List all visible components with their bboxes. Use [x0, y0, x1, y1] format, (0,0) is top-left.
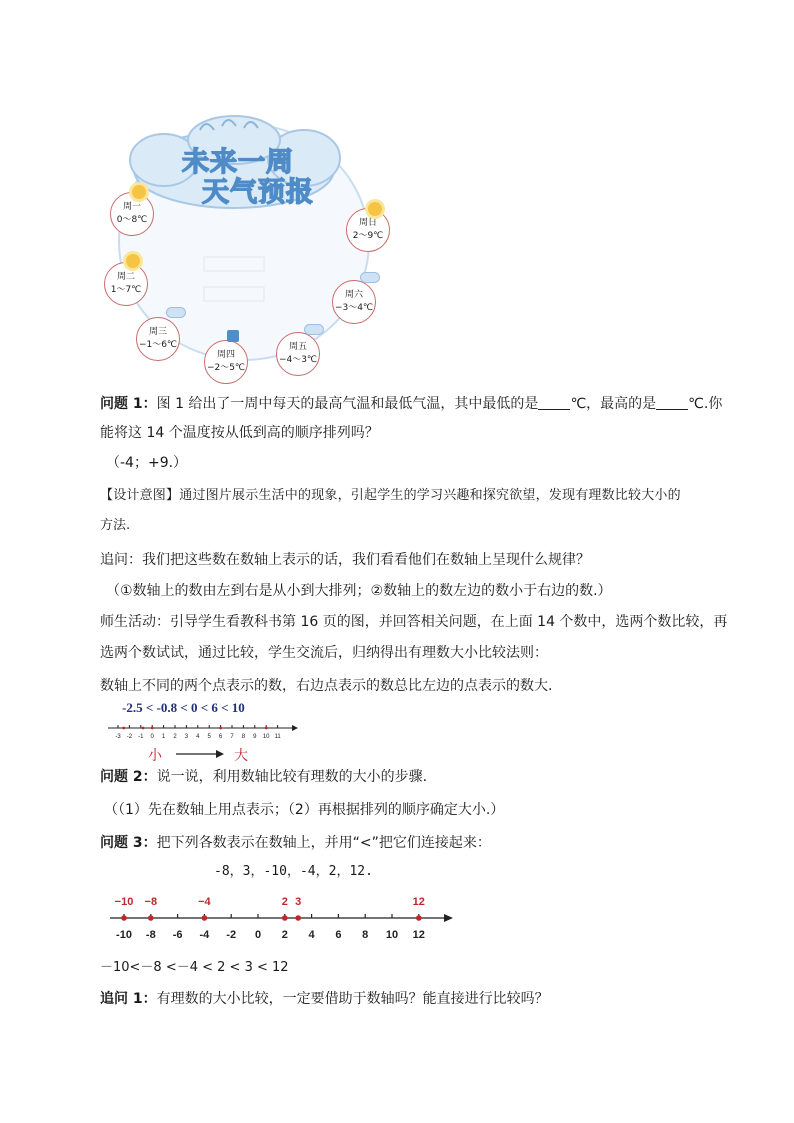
point-label: −10	[114, 896, 134, 908]
q1-line2: 能将这 14 个温度按从低到高的顺序排列吗？	[100, 425, 379, 441]
day-name: 周四	[216, 350, 235, 360]
comparison-rule: 数轴上不同的两个点表示的数，右边点表示的数总比左边的点表示的数大.	[100, 678, 553, 694]
tick-label: 6	[335, 929, 342, 941]
tick-label: 12	[412, 929, 425, 941]
day-name: 周日	[358, 218, 377, 228]
tick-label: 2	[281, 929, 288, 941]
design-intent-line1: 【设计意图】通过图片展示生活中的现象，引起学生的学习兴趣和探究欲望，发现有理数比较大小的	[100, 488, 681, 503]
answer-blank-high	[656, 395, 688, 410]
rain-icon	[227, 330, 239, 342]
ordered-result: －10<－8 <－4 < 2 < 3 < 12	[100, 960, 289, 975]
followup2-label: 追问 1：	[100, 991, 157, 1007]
cloud-icon	[166, 307, 186, 318]
q2-label: 问题 2：	[100, 769, 157, 785]
tick-label: -1	[138, 734, 144, 740]
followup-answer: （①数轴上的数由左到右是从小到大排列；②数轴上的数左边的数小于右边的数.）	[106, 583, 612, 599]
q3-text: 把下列各数表示在数轴上，并用“<”把它们连接起来：	[156, 835, 491, 851]
tick-label: 5	[207, 734, 211, 740]
number-line-2	[108, 892, 458, 942]
q1-line1	[100, 393, 722, 415]
tick-label: 10	[385, 929, 399, 941]
followup2-text: 有理数的大小比较，一定要借助于数轴吗？能直接进行比较吗？	[156, 991, 549, 1007]
tick-label: 4	[196, 734, 200, 740]
answer-blank-low	[538, 395, 570, 410]
tick-label: 3	[184, 734, 189, 740]
weather-title-line1: 未来一周	[182, 147, 294, 178]
q3-numbers: -8，3，-10，-4，2，12.	[214, 864, 373, 879]
q1-unit-b: ℃.你	[688, 396, 723, 412]
q1-text-a: 图 1 给出了一周中每天的最高气温和最低气温，其中最低的是	[156, 396, 539, 412]
data-point	[202, 915, 208, 921]
day-bubble-sat	[332, 280, 376, 324]
data-point	[148, 915, 154, 921]
point-label: 2	[281, 896, 288, 908]
q3-line	[100, 832, 491, 854]
tick-label: 11	[274, 734, 281, 740]
day-temp: 2～9℃	[352, 231, 384, 241]
tick-label: 0	[254, 929, 262, 941]
day-bubble-wed	[136, 317, 180, 361]
q2-line	[100, 766, 427, 788]
label-small: 小	[148, 748, 162, 764]
sun-icon	[132, 185, 146, 199]
data-point	[416, 915, 422, 921]
sun-icon	[126, 254, 140, 268]
q1-answer: （-4；+9.）	[106, 455, 188, 471]
tick-label: -6	[172, 929, 183, 941]
day-bubble-fri	[276, 332, 320, 376]
tick-label: 6	[218, 734, 223, 740]
weather-title-line2: 天气预报	[202, 177, 314, 208]
followup-question: 追问：我们把这些数在数轴上表示的话，我们看看他们在数轴上呈现什么规律？	[100, 552, 590, 568]
q2-answer: （（1）先在数轴上用点表示；（2）再根据排列的顺序确定大小.）	[104, 802, 505, 818]
day-temp: −1～6℃	[138, 340, 178, 350]
day-temp: 1～7℃	[110, 285, 142, 295]
cloud-icon	[304, 324, 324, 335]
day-name: 周五	[288, 342, 307, 352]
tick-label: 0	[150, 734, 154, 740]
point-label: 12	[412, 896, 425, 908]
design-intent-line2: 方法.	[100, 518, 131, 533]
day-name: 周二	[116, 272, 135, 282]
day-name: 周六	[344, 290, 363, 300]
q2-text: 说一说，利用数轴比较有理数的大小的步骤.	[156, 769, 428, 785]
data-point	[219, 727, 222, 730]
day-bubble-thu	[204, 340, 248, 384]
day-temp: −3～4℃	[334, 303, 374, 313]
data-point	[142, 727, 145, 730]
day-bubble-tue	[104, 262, 148, 306]
day-name: 周一	[122, 202, 141, 212]
data-point	[265, 727, 268, 730]
day-temp: −2～5℃	[206, 363, 246, 373]
label-big: 大	[234, 748, 248, 764]
data-point	[121, 915, 127, 921]
data-point	[122, 727, 125, 730]
day-bubble-mon	[110, 192, 154, 236]
day-name: 周三	[148, 327, 167, 337]
tick-label: 1	[161, 734, 166, 740]
number-line-1	[106, 720, 306, 746]
tick-label: -10	[116, 929, 132, 941]
data-point	[151, 727, 154, 730]
tick-label: 4	[308, 929, 315, 941]
point-label: −4	[198, 896, 211, 908]
tick-label: -4	[199, 929, 210, 941]
tick-label: -2	[226, 929, 237, 941]
followup2-line	[100, 988, 549, 1010]
day-temp: 0～8℃	[116, 215, 148, 225]
day-bubble-sun	[346, 208, 390, 252]
tick-label: -8	[145, 929, 156, 941]
tick-label: 9	[253, 734, 257, 740]
activity-line1: 师生活动：引导学生看教科书第 16 页的图，并回答相关问题，在上面 14 个数中，选两个数比较，再	[100, 614, 728, 630]
inequality-chain: -2.5 < -0.8 < 0 < 6 < 10	[122, 700, 245, 715]
tick-label: 2	[173, 734, 177, 740]
weather-figure	[104, 112, 384, 376]
data-point	[282, 915, 288, 921]
activity-line2: 选两个数试试，通过比较，学生交流后，归纳得出有理数大小比较法则：	[100, 645, 548, 661]
data-point	[295, 915, 301, 921]
cloud-icon	[360, 272, 380, 283]
tick-label: -3	[115, 734, 121, 740]
q1-unit-a: ℃，最高的是	[570, 396, 657, 412]
tick-label: -2	[126, 734, 133, 740]
tick-label: 7	[230, 734, 234, 740]
q3-label: 问题 3：	[100, 835, 157, 851]
sun-icon	[368, 202, 382, 216]
arrow-right-icon	[176, 749, 226, 759]
day-temp: −4～3℃	[278, 355, 318, 365]
tick-label: 10	[262, 734, 270, 740]
tick-label: 8	[362, 929, 369, 941]
tick-label: 8	[241, 734, 246, 740]
point-label: −8	[144, 896, 158, 908]
q1-label: 问题 1：	[100, 396, 157, 412]
point-label: 3	[295, 896, 302, 908]
